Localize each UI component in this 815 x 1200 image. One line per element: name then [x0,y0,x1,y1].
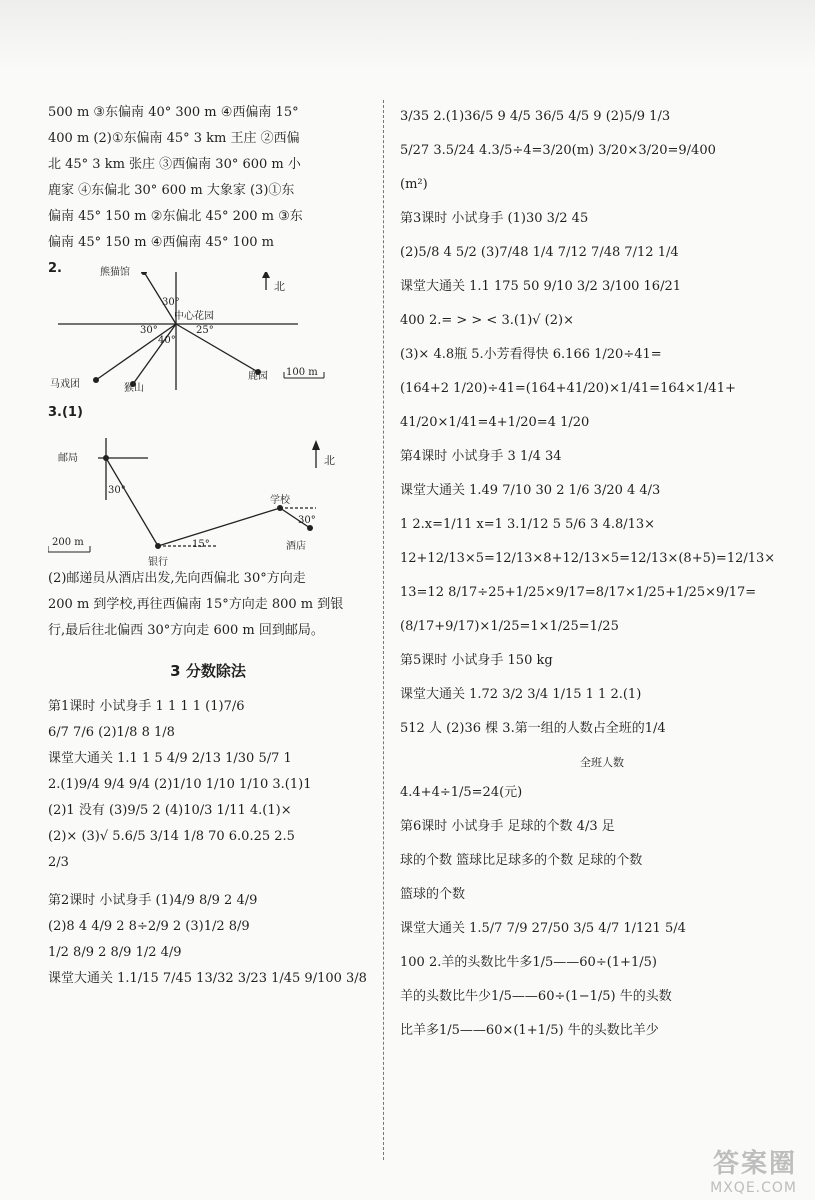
watermark-logo-text: 答案圈 [712,1149,797,1179]
text-line: 200 m 到学校,再往西偏南 15°方向走 800 m 到银 [48,597,344,612]
text-line: 行,最后往北偏西 30°方向走 600 m 回到邮局。 [48,623,324,638]
text-line: 3/35 2.(1)36/5 9 4/5 36/5 4/5 9 (2)5/9 1/3 [400,109,671,124]
angle-label: 30° [108,485,126,496]
text-line: 北 45° 3 km 张庄 ③西偏南 30° 600 m 小 [48,157,301,172]
text-line: 512 人 (2)36 棵 3.第一组的人数占全班的1/4 [400,721,666,736]
text-line: 2/3 [48,855,69,870]
angle-label: 25° [196,325,214,336]
text-line: 课堂大通关 1.1 1 5 4/9 2/13 1/30 5/7 1 [48,751,292,766]
text-line: 第3课时 小试身手 (1)30 3/2 45 [400,211,589,226]
text-line: 第1课时 小试身手 1 1 1 1 (1)7/6 [48,699,245,714]
text-line: 12+12/13×5=12/13×8+12/13×5=12/13×(8+5)=12/13× [400,551,776,566]
text-line: 课堂大通关 1.1 175 50 9/10 3/2 3/100 16/21 [400,279,681,294]
text-line: 6/7 7/6 (2)1/8 8 1/8 [48,725,175,740]
deer-park-label: 鹿园 [248,371,268,382]
text-line: 第2课时 小试身手 (1)4/9 8/9 2 4/9 [48,893,258,908]
text-line: 4.4+4÷1/5=24(元) [400,785,523,800]
angle-label: 40° [158,335,176,346]
text-line: (2)1 没有 (3)9/5 2 (4)10/3 1/11 4.(1)× [48,803,292,818]
text-line: (m²) [400,177,428,192]
text-line: 400 m (2)①东偏南 45° 3 km 王庄 ②西偏 [48,131,300,146]
brace-label: 全班人数 [580,756,624,769]
text-line: 400 2.= > > < 3.(1)√ (2)× [400,313,574,328]
text-line: 1 2.x=1/11 x=1 3.1/12 5 5/6 3 4.8/13× [400,517,656,532]
angle-label: 30° [140,325,158,336]
text-line: 1/2 8/9 2 8/9 1/2 4/9 [48,945,182,960]
text-line: (2)邮递员从酒店出发,先向西偏北 30°方向走 [48,571,306,586]
text-line: 羊的头数比牛少1/5——60÷(1−1/5) 牛的头数 [400,989,672,1004]
text-line: 课堂大通关 1.72 3/2 3/4 1/15 1 1 2.(1) [400,687,642,702]
text-line: 41/20×1/41=4+1/20=4 1/20 [400,415,590,430]
hotel-label: 酒店 [286,541,306,552]
text-line: 鹿家 ④东偏北 30° 600 m 大象家 (3)①东 [48,183,295,198]
text-line: 100 2.羊的头数比牛多1/5——60÷(1+1/5) [400,955,657,970]
text-line: (8/17+9/17)×1/25=1×1/25=1/25 [400,619,619,634]
angle-label: 15° [192,539,210,550]
text-line: 偏南 45° 150 m ④西偏南 45° 100 m [48,235,274,250]
north-label: 北 [274,280,285,293]
text-line: (2)8 4 4/9 2 8÷2/9 2 (3)1/2 8/9 [48,919,250,934]
post-office-label: 邮局 [58,453,78,464]
column-divider [383,100,384,1160]
text-line: (164+2 1/20)÷41=(164+41/20)×1/41=164×1/41+ [400,381,736,396]
right-column [400,100,776,1048]
text-line: 2.(1)9/4 9/4 9/4 (2)1/10 1/10 1/10 3.(1)1 [48,777,312,792]
watermark-url: MXQE.COM [710,1180,797,1196]
text-line: 5/27 3.5/24 4.3/5÷4=3/20(m) 3/20×3/20=9/400 [400,143,716,158]
circus-label: 马戏团 [50,379,80,390]
text-line: (3)× 4.8瓶 5.小芳看得快 6.166 1/20÷41= [400,347,662,362]
left-column [48,100,368,992]
text-line: 13=12 8/17÷25+1/25×9/17=8/17×1/25+1/25×9/17= [400,585,757,600]
text-line: 500 m ③东偏南 40° 300 m ④西偏南 15° [48,105,299,120]
text-line: 第6课时 小试身手 足球的个数 4/3 足 [400,819,615,834]
monkey-label: 猴山 [124,383,144,394]
text-line: 偏南 45° 150 m ②东偏北 45° 200 m ③东 [48,209,303,224]
panda-label: 熊猫馆 [100,267,130,278]
section-title: 3 分数除法 [170,662,246,680]
scale-label: 100 m [286,367,318,378]
text-line: 第4课时 小试身手 3 1/4 34 [400,449,562,464]
angle-label: 30° [162,297,180,308]
page-header-decoration [0,0,815,70]
text-line: 课堂大通关 1.1/15 7/45 13/32 3/23 1/45 9/100 3/8 [48,971,367,986]
path-deer [176,324,258,372]
watermark [710,1143,797,1196]
scale-label: 200 m [52,537,84,548]
bank-label: 银行 [148,557,168,568]
text-line: 球的个数 篮球比足球多的个数 足球的个数 [400,853,643,868]
text-line: 第5课时 小试身手 150 kg [400,653,553,668]
angle-label: 30° [298,515,316,526]
map-diagram-2 [48,426,368,566]
text-line: 篮球的个数 [400,887,466,902]
map-diagram-1 [48,267,368,400]
north-label: 北 [324,454,335,467]
question-label: 3.(1) [48,405,83,420]
text-line: 课堂大通关 1.5/7 7/9 27/50 3/5 4/7 1/121 5/4 [400,921,686,936]
text-line: 课堂大通关 1.49 7/10 30 2 1/6 3/20 4 4/3 [400,483,661,498]
text-line: (2)× (3)√ 5.6/5 3/14 1/8 70 6.0.25 2.5 [48,829,295,844]
text-line: (2)5/8 4 5/2 (3)7/48 1/4 7/12 7/48 7/12 1/4 [400,245,679,260]
center-garden-label: 中心花园 [174,311,214,322]
text-line: 比羊多1/5——60×(1+1/5) 牛的头数比羊少 [400,1023,659,1038]
school-label: 学校 [270,495,290,506]
question-label: 2. [48,261,62,276]
